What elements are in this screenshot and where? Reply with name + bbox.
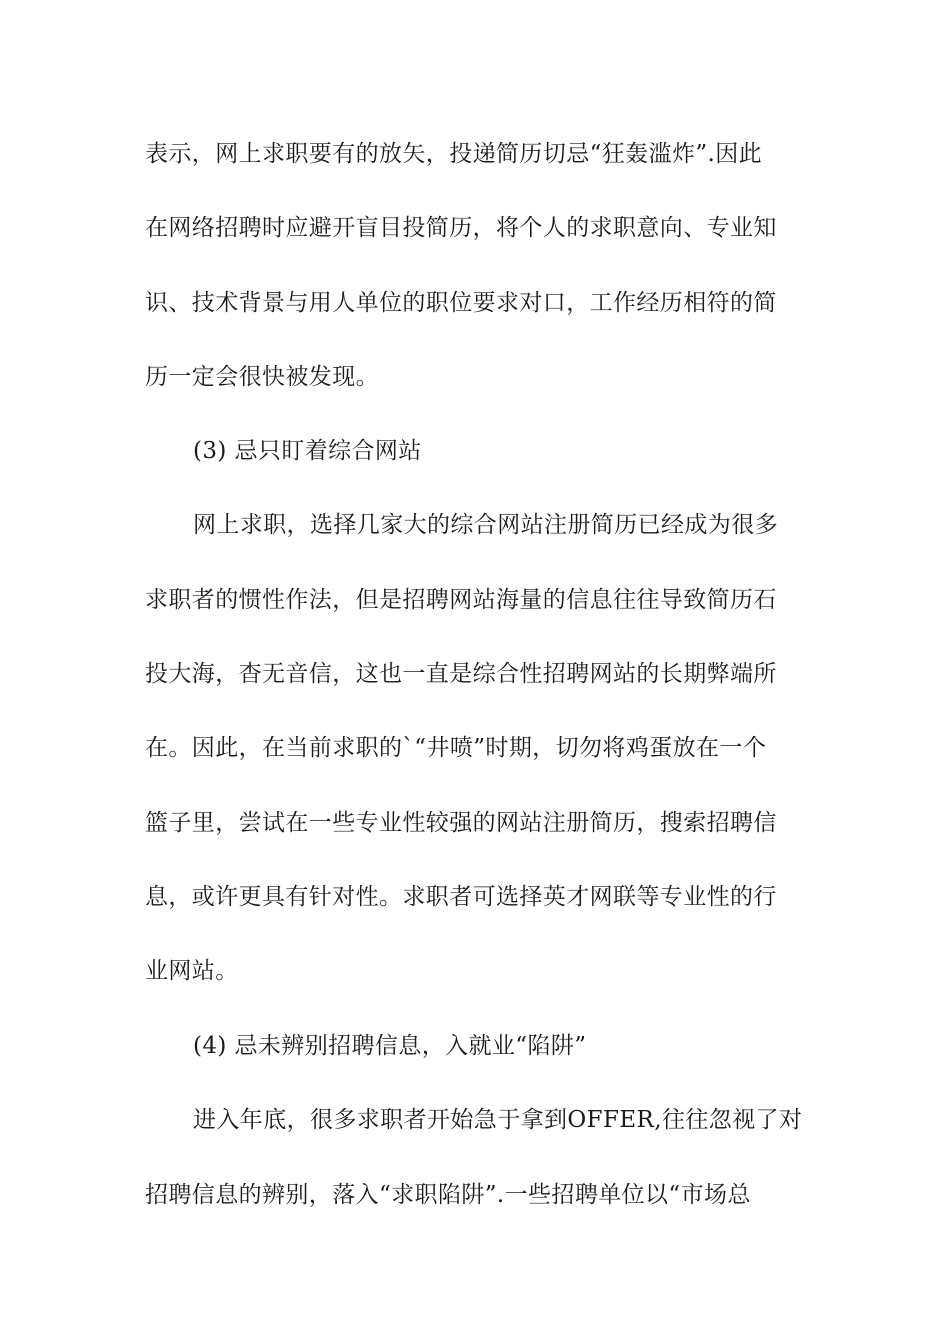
paragraph-line: 表示，网上求职要有的放矢，投递简历切忌“狂轰滥炸”.因此 xyxy=(145,141,763,167)
paragraph-line: 业网站。 xyxy=(145,958,239,984)
paragraph-line: 历一定会很快被发现。 xyxy=(145,364,379,390)
section-heading-4: (4) 忌未辨别招聘信息，入就业“陷阱” xyxy=(193,1033,587,1059)
paragraph-line: 求职者的惯性作法，但是招聘网站海量的信息往往导致简历石 xyxy=(145,587,777,613)
paragraph-line: 篮子里，尝试在一些专业性较强的网站注册简历，搜索招聘信 xyxy=(145,810,777,836)
paragraph-line: 在网络招聘时应避开盲目投简历，将个人的求职意向、专业知 xyxy=(145,215,777,241)
paragraph-line: 网上求职，选择几家大的综合网站注册简历已经成为很多 xyxy=(193,512,778,538)
paragraph-line: 招聘信息的辨别，落入“求职陷阱”.一些招聘单位以“市场总 xyxy=(145,1182,751,1208)
paragraph-line: 投大海，杳无音信，这也一直是综合性招聘网站的长期弊端所 xyxy=(145,661,777,687)
paragraph-line: 进入年底，很多求职者开始急于拿到OFFER,往往忽视了对 xyxy=(193,1107,803,1133)
paragraph-line: 在。因此，在当前求职的`“井喷”时期，切勿将鸡蛋放在一个 xyxy=(145,735,767,761)
paragraph-line: 识、技术背景与用人单位的职位要求对口，工作经历相符的简 xyxy=(145,290,777,316)
section-heading-3: (3) 忌只盯着综合网站 xyxy=(193,438,422,464)
paragraph-line: 息，或许更具有针对性。求职者可选择英才网联等专业性的行 xyxy=(145,884,777,910)
